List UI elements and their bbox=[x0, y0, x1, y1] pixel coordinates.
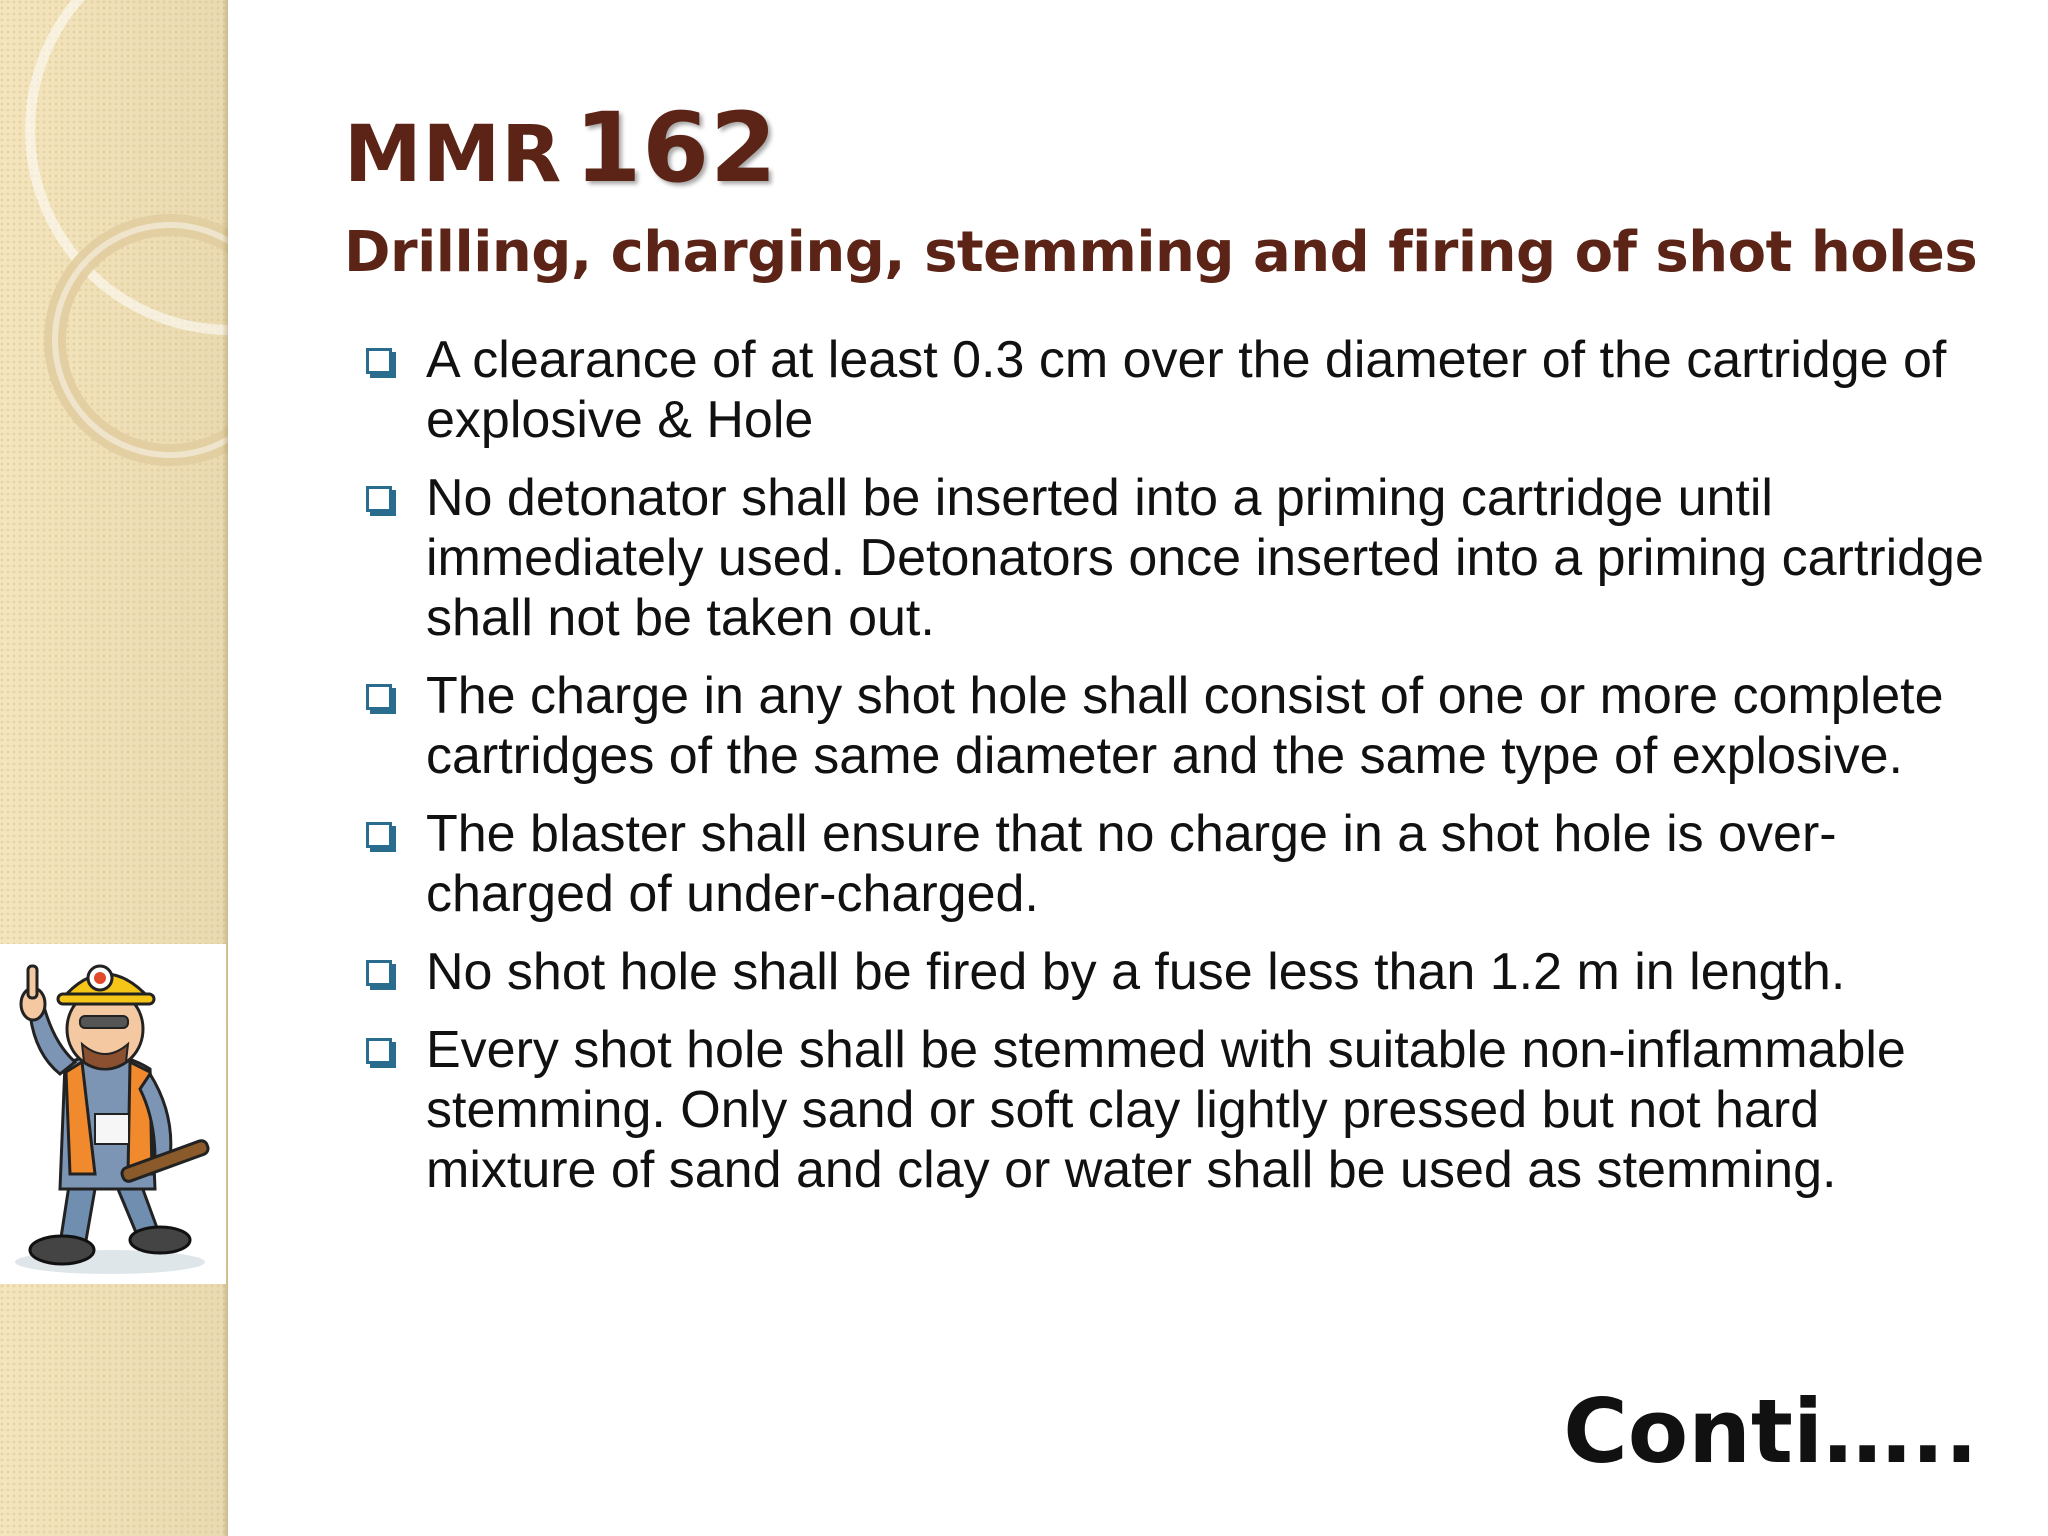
square-bullet-icon bbox=[366, 1038, 392, 1064]
title-number: 162 bbox=[574, 92, 778, 204]
decorative-rings bbox=[0, 0, 228, 520]
rule-text: No shot hole shall be fired by a fuse less than 1.2 m in length. bbox=[426, 943, 1846, 1001]
rule-text: No detonator shall be inserted into a priming cartridge until immediately used. Detonators once inserted into a priming cartridge shall not be taken out. bbox=[426, 469, 1984, 647]
rule-item bbox=[362, 1020, 1992, 1200]
rule-item bbox=[362, 942, 1992, 1002]
square-bullet-icon bbox=[366, 486, 392, 512]
rule-text: The blaster shall ensure that no charge in a shot hole is over-charged of under-charged. bbox=[426, 805, 1837, 923]
slide-subtitle: Drilling, charging, stemming and firing of shot holes bbox=[344, 220, 1978, 285]
miner-illustration bbox=[0, 944, 226, 1284]
rule-text: Every shot hole shall be stemmed with suitable non-inflammable stemming. Only sand or soft clay lightly pressed but not hard mixture of sand and clay or water shall be used as stemming. bbox=[426, 1021, 1906, 1199]
square-bullet-icon bbox=[366, 960, 392, 986]
square-bullet-icon bbox=[366, 822, 392, 848]
title-code: MMR bbox=[344, 110, 563, 200]
rule-text: A clearance of at least 0.3 cm over the diameter of the cartridge of explosive & Hole bbox=[426, 331, 1947, 449]
decorative-side-strip bbox=[0, 0, 228, 1536]
rule-item bbox=[362, 468, 1992, 648]
rule-item bbox=[362, 804, 1992, 924]
square-bullet-icon bbox=[366, 684, 392, 710]
rule-item bbox=[362, 666, 1992, 786]
continue-label: Conti….. bbox=[1563, 1380, 1978, 1483]
slide-title bbox=[344, 92, 778, 204]
square-bullet-icon bbox=[366, 348, 392, 374]
rule-text: The charge in any shot hole shall consist of one or more complete cartridges of the same diameter and the same type of explosive. bbox=[426, 667, 1944, 785]
rules-list bbox=[362, 330, 1992, 1218]
rule-item bbox=[362, 330, 1992, 450]
